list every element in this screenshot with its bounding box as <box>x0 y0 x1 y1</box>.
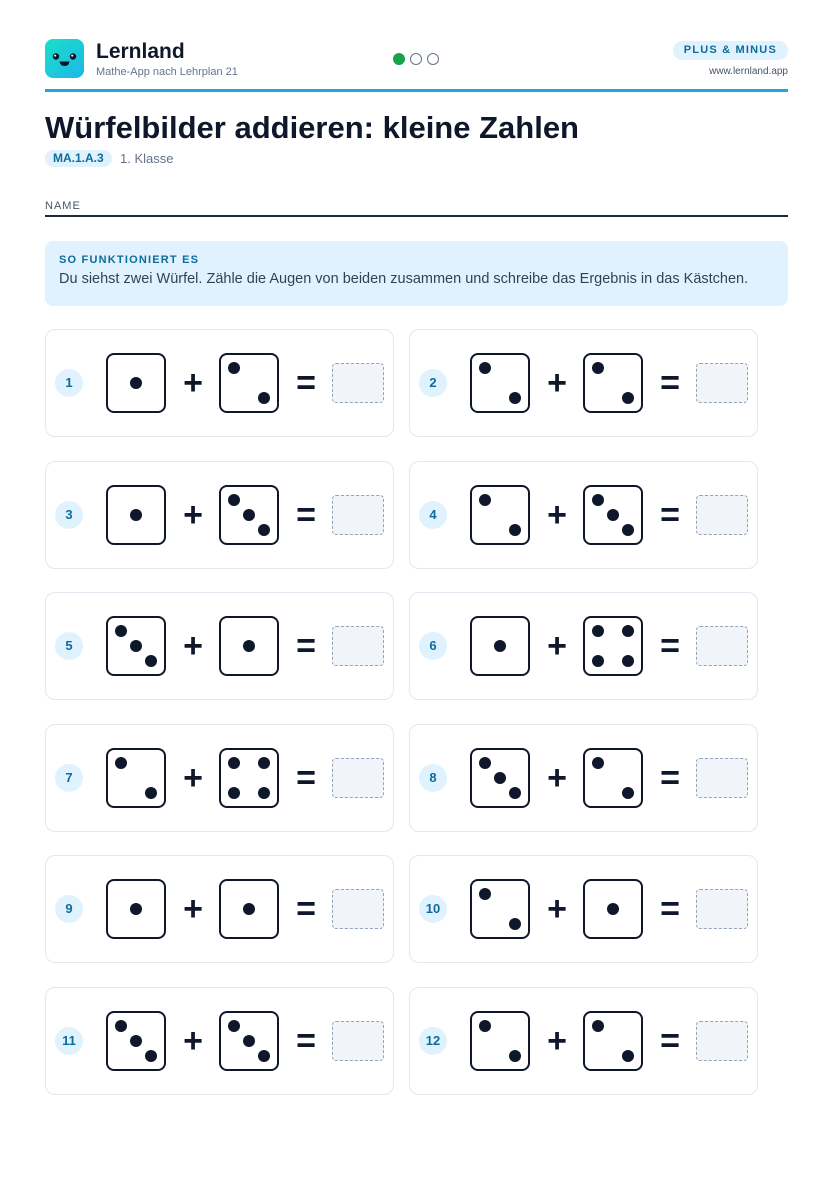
die-left <box>106 748 166 808</box>
plus-sign: + <box>547 364 567 402</box>
die-right <box>583 353 643 413</box>
website-url: www.lernland.app <box>709 66 788 77</box>
answer-box[interactable] <box>696 363 748 403</box>
equals-sign: = <box>660 627 680 665</box>
die-pip <box>115 757 127 769</box>
plus-sign: + <box>547 890 567 928</box>
instructions-text: Du siehst zwei Würfel. Zähle die Augen von beiden zusammen und schreibe das Ergebnis in das Kästchen. <box>59 271 749 287</box>
header <box>45 39 788 91</box>
exercise-card <box>409 724 758 832</box>
die-pip <box>607 903 619 915</box>
plus-sign: + <box>183 627 203 665</box>
exercise-card <box>45 855 394 963</box>
plus-sign: + <box>547 759 567 797</box>
die-pip <box>509 524 521 536</box>
progress-indicator <box>393 53 444 65</box>
exercise-number: 5 <box>55 632 83 660</box>
die-right <box>219 879 279 939</box>
exercise-card <box>409 592 758 700</box>
plus-sign: + <box>547 1022 567 1060</box>
equals-sign: = <box>660 1022 680 1060</box>
exercise-number: 8 <box>419 764 447 792</box>
die-pip <box>592 1020 604 1032</box>
die-right <box>219 748 279 808</box>
die-pip <box>479 1020 491 1032</box>
die-pip <box>494 772 506 784</box>
plus-sign: + <box>547 496 567 534</box>
answer-box[interactable] <box>332 626 384 666</box>
die-pip <box>130 509 142 521</box>
die-pip <box>479 757 491 769</box>
exercise-number: 6 <box>419 632 447 660</box>
die-pip <box>509 1050 521 1062</box>
exercise-card <box>409 461 758 569</box>
die-right <box>583 616 643 676</box>
equals-sign: = <box>296 627 316 665</box>
die-left <box>470 748 530 808</box>
die-pip <box>509 918 521 930</box>
plus-sign: + <box>183 364 203 402</box>
exercise-card <box>45 724 394 832</box>
die-pip <box>592 655 604 667</box>
answer-box[interactable] <box>696 758 748 798</box>
answer-box[interactable] <box>332 363 384 403</box>
die-pip <box>145 655 157 667</box>
answer-box[interactable] <box>332 758 384 798</box>
die-right <box>583 748 643 808</box>
die-pip <box>479 888 491 900</box>
die-pip <box>622 1050 634 1062</box>
equals-sign: = <box>660 364 680 402</box>
die-pip <box>228 757 240 769</box>
exercise-number: 12 <box>419 1027 447 1055</box>
die-pip <box>622 524 634 536</box>
die-pip <box>509 787 521 799</box>
topic-badge: PLUS & MINUS <box>673 41 788 60</box>
exercise-number: 7 <box>55 764 83 792</box>
die-pip <box>243 640 255 652</box>
equals-sign: = <box>296 364 316 402</box>
answer-box[interactable] <box>696 1021 748 1061</box>
die-pip <box>145 1050 157 1062</box>
die-pip <box>592 494 604 506</box>
exercise-card <box>409 987 758 1095</box>
equals-sign: = <box>296 759 316 797</box>
die-right <box>219 353 279 413</box>
exercise-card <box>45 987 394 1095</box>
die-pip <box>479 362 491 374</box>
die-pip <box>228 362 240 374</box>
progress-dot-empty <box>410 53 422 65</box>
exercise-number: 3 <box>55 501 83 529</box>
die-left <box>470 616 530 676</box>
exercise-card <box>45 329 394 437</box>
die-pip <box>479 494 491 506</box>
die-pip <box>228 1020 240 1032</box>
die-pip <box>607 509 619 521</box>
die-pip <box>228 494 240 506</box>
die-pip <box>228 787 240 799</box>
die-right <box>583 485 643 545</box>
die-left <box>106 616 166 676</box>
die-pip <box>258 1050 270 1062</box>
plus-sign: + <box>183 759 203 797</box>
die-pip <box>258 524 270 536</box>
exercise-number: 11 <box>55 1027 83 1055</box>
answer-box[interactable] <box>332 889 384 929</box>
die-pip <box>622 392 634 404</box>
die-left <box>106 353 166 413</box>
die-pip <box>243 903 255 915</box>
plus-sign: + <box>183 890 203 928</box>
die-right <box>219 616 279 676</box>
die-right <box>219 485 279 545</box>
die-pip <box>622 655 634 667</box>
header-divider <box>45 89 788 92</box>
plus-sign: + <box>547 627 567 665</box>
equals-sign: = <box>296 1022 316 1060</box>
exercise-number: 4 <box>419 501 447 529</box>
grade-label: 1. Klasse <box>120 151 174 166</box>
instructions-title: SO FUNKTIONIERT ES <box>59 254 200 266</box>
answer-box[interactable] <box>332 1021 384 1061</box>
die-pip <box>145 787 157 799</box>
answer-box[interactable] <box>332 495 384 535</box>
smiley-face-icon <box>45 39 84 78</box>
equals-sign: = <box>660 759 680 797</box>
plus-sign: + <box>183 496 203 534</box>
die-pip <box>130 377 142 389</box>
die-pip <box>258 787 270 799</box>
brand-subtitle: Mathe-App nach Lehrplan 21 <box>96 66 238 78</box>
answer-box[interactable] <box>696 889 748 929</box>
answer-box[interactable] <box>696 495 748 535</box>
die-pip <box>258 392 270 404</box>
name-label: NAME <box>45 200 81 212</box>
die-pip <box>258 757 270 769</box>
equals-sign: = <box>296 890 316 928</box>
die-left <box>470 485 530 545</box>
exercise-card <box>409 855 758 963</box>
die-left <box>470 1011 530 1071</box>
die-right <box>583 1011 643 1071</box>
die-pip <box>622 625 634 637</box>
progress-dot-empty <box>427 53 439 65</box>
exercise-number: 2 <box>419 369 447 397</box>
die-pip <box>130 903 142 915</box>
die-left <box>106 1011 166 1071</box>
exercise-card <box>45 461 394 569</box>
die-pip <box>622 787 634 799</box>
answer-box[interactable] <box>696 626 748 666</box>
exercise-card <box>409 329 758 437</box>
die-left <box>106 879 166 939</box>
die-pip <box>592 757 604 769</box>
equals-sign: = <box>296 496 316 534</box>
exercise-number: 9 <box>55 895 83 923</box>
die-right <box>583 879 643 939</box>
die-pip <box>243 1035 255 1047</box>
die-pip <box>130 640 142 652</box>
die-pip <box>494 640 506 652</box>
exercise-card <box>45 592 394 700</box>
equals-sign: = <box>660 890 680 928</box>
die-pip <box>592 362 604 374</box>
die-pip <box>509 392 521 404</box>
instructions-box <box>45 241 788 306</box>
equals-sign: = <box>660 496 680 534</box>
die-left <box>470 353 530 413</box>
exercise-number: 10 <box>419 895 447 923</box>
plus-sign: + <box>183 1022 203 1060</box>
die-left <box>470 879 530 939</box>
exercise-number: 1 <box>55 369 83 397</box>
progress-dot-filled <box>393 53 405 65</box>
die-pip <box>243 509 255 521</box>
brand-name: Lernland <box>96 40 185 63</box>
die-pip <box>115 625 127 637</box>
lernland-logo <box>45 39 84 78</box>
name-write-line[interactable] <box>45 215 788 217</box>
die-pip <box>115 1020 127 1032</box>
die-left <box>106 485 166 545</box>
curriculum-code-badge: MA.1.A.3 <box>45 150 112 167</box>
die-pip <box>130 1035 142 1047</box>
worksheet-title: Würfelbilder addieren: kleine Zahlen <box>45 110 579 145</box>
die-right <box>219 1011 279 1071</box>
die-pip <box>592 625 604 637</box>
